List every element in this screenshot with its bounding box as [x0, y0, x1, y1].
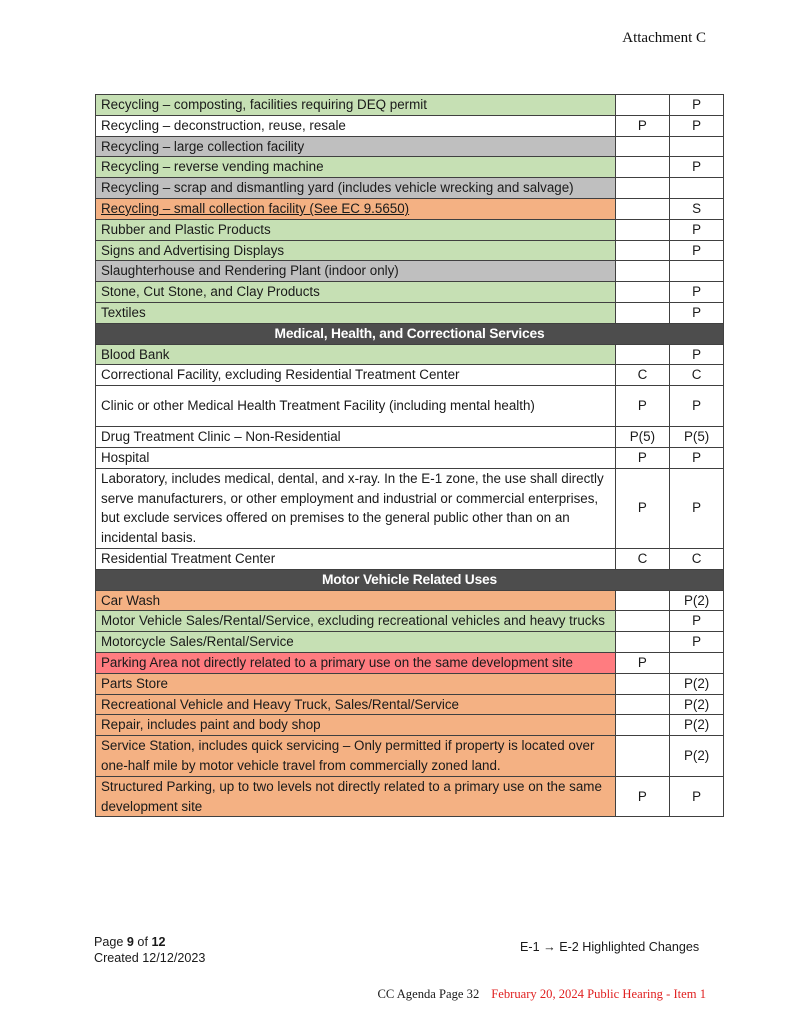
agenda-page: CC Agenda Page 32 [377, 987, 480, 1001]
use-name-text: Parts Store [101, 675, 168, 691]
permit-e1 [615, 715, 670, 736]
table-row [96, 548, 724, 569]
use-name-text: Recycling – composting, facilities requiring DEQ permit [101, 97, 427, 112]
permit-e1: P [615, 386, 670, 427]
permit-e2: P(2) [670, 590, 724, 611]
permit-e2 [670, 178, 724, 199]
use-name-text: Blood Bank [101, 346, 170, 362]
table-row [96, 776, 724, 817]
permit-e2: P [670, 776, 724, 817]
table-row [96, 590, 724, 611]
permit-e1: P [615, 652, 670, 673]
table-row [96, 240, 724, 261]
table-row [96, 261, 724, 282]
use-name [96, 157, 616, 178]
use-name-text: Car Wash [101, 592, 161, 608]
permit-e1 [615, 632, 670, 653]
permit-e1 [615, 240, 670, 261]
permit-e1: C [615, 548, 670, 569]
use-name [96, 198, 616, 219]
permit-e1: P [615, 115, 670, 136]
permit-e2: S [670, 198, 724, 219]
permit-e1 [615, 736, 670, 777]
use-name [96, 178, 616, 199]
page-number [94, 934, 205, 950]
table-row [96, 282, 724, 303]
permit-e1: P [615, 776, 670, 817]
use-name-text: Recycling – deconstruction, reuse, resale [101, 117, 346, 133]
use-name [96, 240, 616, 261]
use-name-text: Repair, includes paint and body shop [101, 717, 321, 733]
attachment-label: Attachment C [622, 30, 706, 46]
page-total: 12 [151, 935, 166, 949]
table-row [96, 198, 724, 219]
use-name [96, 136, 616, 157]
permit-e1: C [615, 365, 670, 386]
table-row [96, 219, 724, 240]
permit-e1 [615, 302, 670, 323]
permit-e2: P [670, 386, 724, 427]
permit-e1: P [615, 447, 670, 468]
permit-e1 [615, 157, 670, 178]
table-row [96, 468, 724, 548]
use-name [96, 386, 616, 427]
use-name [96, 590, 616, 611]
page-footer [94, 934, 205, 966]
section-header-label: Motor Vehicle Related Uses [96, 569, 724, 590]
use-name-text: Structured Parking, up to two levels not directly related to a primary use on the same development site [101, 778, 602, 814]
permit-e1 [615, 95, 670, 116]
permit-e2: P [670, 611, 724, 632]
use-name-text: Service Station, includes quick servicing – Only permitted if property is located over one-half mile by motor vehicle travel from commercially zoned land. [101, 738, 595, 773]
use-name-text: Recycling – large collection facility [101, 138, 305, 154]
use-name-text: Motor Vehicle Sales/Rental/Service, excluding recreational vehicles and heavy trucks [101, 613, 605, 629]
use-name-text: Recycling – scrap and dismantling yard (includes vehicle wrecking and salvage) [101, 180, 574, 196]
table-row [96, 427, 724, 448]
page-prefix: Page [94, 935, 127, 949]
permit-e2: P [670, 447, 724, 468]
use-name [96, 115, 616, 136]
page-of: of [133, 935, 152, 949]
permit-e2: P [670, 115, 724, 136]
use-name-text: Recycling – reverse vending machine [101, 159, 324, 175]
permit-e2 [670, 136, 724, 157]
permit-e1 [615, 611, 670, 632]
permit-e1: P(5) [615, 427, 670, 448]
use-name [96, 365, 616, 386]
permit-e2: P [670, 302, 724, 323]
permit-e2: P [670, 282, 724, 303]
use-name-text: Laboratory, includes medical, dental, and x-ray. In the E-1 zone, the use shall directly serve manufacturers, or other employment and industrial or commercial enterprises, but exclude services offered on premises to the general public other than on an incidental basis. [101, 470, 604, 546]
table-row [96, 115, 724, 136]
permit-e1 [615, 136, 670, 157]
use-name [96, 219, 616, 240]
created-date: Created 12/12/2023 [94, 951, 206, 965]
use-name [96, 673, 616, 694]
permit-e1 [615, 198, 670, 219]
table-row [96, 157, 724, 178]
permit-e1 [615, 282, 670, 303]
permit-e1 [615, 673, 670, 694]
use-name-text: Clinic or other Medical Health Treatment Facility (including mental health) [101, 398, 535, 414]
use-name [96, 261, 616, 282]
use-name [96, 447, 616, 468]
permit-e2: P [670, 240, 724, 261]
use-name [96, 715, 616, 736]
permit-e1 [615, 590, 670, 611]
permit-e1 [615, 694, 670, 715]
use-name-text: Hospital [101, 449, 150, 465]
permit-e2: P(2) [670, 673, 724, 694]
use-name-text: Parking Area not directly related to a primary use on the same development site [101, 654, 573, 670]
table-row [96, 136, 724, 157]
table-row [96, 178, 724, 199]
table-row [96, 447, 724, 468]
permit-e2: P [670, 632, 724, 653]
use-name [96, 427, 616, 448]
use-name-text: Motorcycle Sales/Rental/Service [101, 634, 294, 650]
permit-e1 [615, 344, 670, 365]
permit-e2: P(5) [670, 427, 724, 448]
permit-e2: P [670, 95, 724, 116]
table-row [96, 302, 724, 323]
table-row [96, 365, 724, 386]
table-row [96, 652, 724, 673]
page-current: 9 [126, 935, 134, 949]
permit-e1 [615, 261, 670, 282]
use-name-text: Slaughterhouse and Rendering Plant (indoor only) [101, 263, 399, 279]
permit-e2 [670, 652, 724, 673]
use-name-text: Recreational Vehicle and Heavy Truck, Sales/Rental/Service [101, 696, 460, 712]
permit-e2: P [670, 344, 724, 365]
permit-e2: P(2) [670, 715, 724, 736]
use-name-text: Signs and Advertising Displays [101, 242, 285, 258]
use-table-body [96, 95, 724, 817]
section-header-label: Medical, Health, and Correctional Services [96, 323, 724, 344]
use-name [96, 302, 616, 323]
table-row [96, 694, 724, 715]
permit-e2: C [670, 548, 724, 569]
use-name [96, 468, 616, 548]
table-row [96, 715, 724, 736]
hearing-note: February 20, 2024 Public Hearing - Item 1 [491, 987, 706, 1001]
use-name-text: Correctional Facility, excluding Residential Treatment Center [101, 367, 460, 383]
highlight-note: E-1 → E-2 Highlighted Changes [520, 940, 700, 954]
use-name [96, 611, 616, 632]
permit-e1 [615, 219, 670, 240]
section-header [96, 323, 724, 344]
table-row [96, 95, 724, 116]
use-name [96, 282, 616, 303]
use-name [96, 694, 616, 715]
use-name [96, 344, 616, 365]
use-name-text: Residential Treatment Center [101, 550, 276, 566]
use-name-text: Rubber and Plastic Products [101, 221, 271, 237]
permit-e2: P(2) [670, 736, 724, 777]
use-name-text: Recycling – small collection facility (See EC 9.5650) [101, 200, 410, 216]
permit-e1: P [615, 468, 670, 548]
use-name-text: Stone, Cut Stone, and Clay Products [101, 284, 320, 300]
table-row [96, 673, 724, 694]
use-name [96, 776, 616, 817]
section-header [96, 569, 724, 590]
agenda-footer [377, 987, 706, 1002]
table-row [96, 632, 724, 653]
permit-e2: P [670, 157, 724, 178]
use-name [96, 95, 616, 116]
use-name [96, 652, 616, 673]
use-table [95, 94, 724, 817]
permit-e2: C [670, 365, 724, 386]
table-row [96, 611, 724, 632]
use-name-text: Textiles [101, 304, 146, 320]
table-row [96, 344, 724, 365]
permit-e2: P [670, 219, 724, 240]
use-name-text: Drug Treatment Clinic – Non-Residential [101, 429, 341, 445]
permit-e2: P [670, 468, 724, 548]
table-row [96, 736, 724, 777]
permit-e1 [615, 178, 670, 199]
table-row [96, 386, 724, 427]
use-name [96, 548, 616, 569]
permit-e2: P(2) [670, 694, 724, 715]
use-name [96, 632, 616, 653]
use-name [96, 736, 616, 777]
permit-e2 [670, 261, 724, 282]
